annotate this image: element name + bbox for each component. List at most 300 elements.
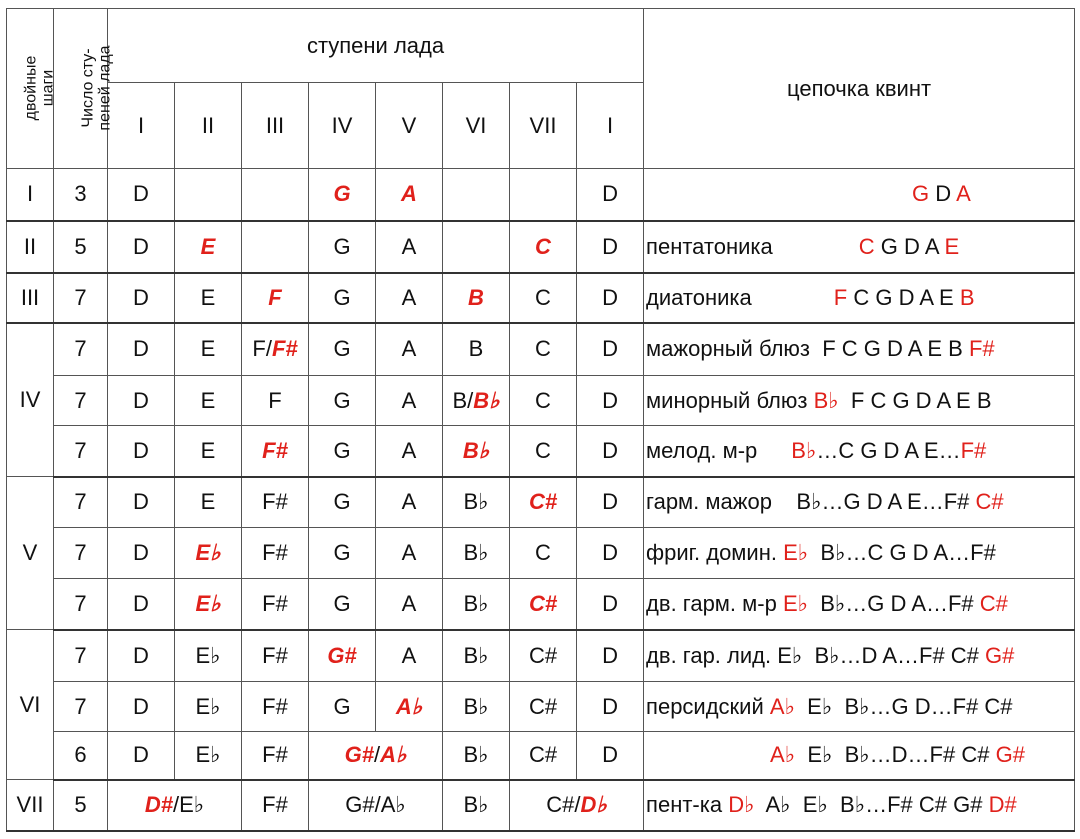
degree-cell xyxy=(443,579,510,630)
note-text: D xyxy=(133,181,149,207)
note-text: D♭ xyxy=(728,792,755,817)
note-text: B♭…C G D A…F# xyxy=(808,540,996,565)
note-text: C# xyxy=(975,489,1004,515)
note-text: B♭ xyxy=(462,437,490,463)
note-text: D xyxy=(602,540,618,565)
mode-row xyxy=(7,323,1075,376)
note-text: B xyxy=(468,336,484,362)
mode-degrees-header: ступени лада xyxy=(108,9,644,83)
degree-cell xyxy=(376,630,443,682)
degree-cell xyxy=(577,221,644,273)
degree-cell xyxy=(577,477,644,528)
mode-name: пент-ка xyxy=(646,792,723,817)
mode-row xyxy=(7,169,1075,221)
mode-row xyxy=(7,426,1075,477)
degree-cell xyxy=(175,169,242,221)
degree-cell xyxy=(242,169,309,221)
degree-cell xyxy=(577,732,644,780)
note-text: F/ xyxy=(252,336,272,362)
degree-cell xyxy=(443,682,510,732)
note-text: E♭ xyxy=(195,742,221,768)
note-text: E xyxy=(200,233,216,259)
step-count-cell: 7 xyxy=(54,376,108,426)
note-text: D xyxy=(133,233,149,259)
degree-cell xyxy=(108,579,175,630)
degree-cell xyxy=(175,682,242,732)
note-text: C xyxy=(535,387,551,413)
fifths-chain-cell xyxy=(644,273,1075,323)
degree-header-5: V xyxy=(376,83,443,169)
double-step-label: III xyxy=(7,273,54,323)
note-text: A xyxy=(401,642,417,668)
degree-cell xyxy=(510,630,577,682)
note-text: C xyxy=(853,284,870,310)
step-count-cell: 3 xyxy=(54,169,108,221)
degree-cell xyxy=(510,732,577,780)
degree-cell xyxy=(510,376,577,426)
note-text: D xyxy=(602,437,618,463)
note-text: C#/ xyxy=(546,792,581,817)
mode-row xyxy=(7,376,1075,426)
note-text: B♭ xyxy=(463,590,489,616)
degree-cell xyxy=(175,376,242,426)
degree-cell xyxy=(242,221,309,273)
fifths-chain-notes xyxy=(777,591,1008,616)
note-text: C# xyxy=(528,742,558,768)
note-text: F xyxy=(268,284,282,310)
degree-cell xyxy=(309,630,376,682)
note-text: F# xyxy=(968,336,995,362)
mode-row xyxy=(7,682,1075,732)
note-text: E♭ B♭…D…F# C# xyxy=(795,742,996,768)
degree-cell xyxy=(242,477,309,528)
step-count-cell: 7 xyxy=(54,273,108,323)
double-step-label: V xyxy=(7,477,54,630)
note-text: F# xyxy=(262,437,288,463)
step-count-cell: 7 xyxy=(54,579,108,630)
note-text: G xyxy=(875,284,893,310)
mode-row xyxy=(7,273,1075,323)
note-text: F xyxy=(268,387,282,413)
note-text: G xyxy=(333,336,351,362)
note-text: G xyxy=(333,437,351,463)
step-count-cell: 7 xyxy=(54,528,108,579)
note-text: E xyxy=(200,336,216,362)
note-text: G xyxy=(880,233,898,259)
note-text: F# xyxy=(271,336,298,362)
note-text: D xyxy=(133,693,149,719)
fifths-chain-notes xyxy=(912,181,971,207)
degree-cell xyxy=(376,169,443,221)
degree-cell xyxy=(510,273,577,323)
note-text: G xyxy=(333,489,351,515)
degree-cell xyxy=(376,426,443,477)
mode-name: пентатоника xyxy=(646,233,773,259)
mode-name: дв. гарм. м-р xyxy=(646,590,777,616)
note-text: G xyxy=(333,284,351,310)
fifths-chain-cell xyxy=(644,780,1075,831)
double-steps-header-line1: двойные xyxy=(22,55,40,120)
note-text: G# xyxy=(327,642,357,668)
degree-cell xyxy=(175,323,242,376)
note-text: G# xyxy=(995,742,1025,768)
note-text: D# xyxy=(144,792,173,817)
degree-cell xyxy=(242,732,309,780)
degree-cell xyxy=(443,477,510,528)
double-step-label: II xyxy=(7,221,54,273)
note-text: D xyxy=(133,642,149,668)
degree-cell xyxy=(510,323,577,376)
note-text: G#/A♭ xyxy=(345,792,406,817)
degree-cell xyxy=(510,682,577,732)
fifths-chain-cell xyxy=(644,323,1075,376)
note-text: E♭ B♭…D A…F# C# xyxy=(771,642,986,668)
degree-cell xyxy=(242,376,309,426)
note-text: C# xyxy=(528,642,558,668)
step-count-cell: 7 xyxy=(54,426,108,477)
mode-name: минорный блюз xyxy=(646,387,808,413)
degree-header-8: I xyxy=(577,83,644,169)
degree-cell xyxy=(577,376,644,426)
mode-row xyxy=(7,221,1075,273)
degree-cell xyxy=(577,579,644,630)
degree-cell xyxy=(309,376,376,426)
degree-cell xyxy=(108,376,175,426)
fifths-chain-cell xyxy=(644,221,1075,273)
degree-cell xyxy=(309,426,376,477)
note-text: E♭ xyxy=(783,540,809,565)
degree-cell xyxy=(108,477,175,528)
note-text: A♭ E♭ B♭…F# C# G# xyxy=(754,792,989,817)
double-step-label: I xyxy=(7,169,54,221)
note-text: E xyxy=(200,437,216,463)
degree-cell xyxy=(175,273,242,323)
note-text: F# xyxy=(960,437,987,463)
fifths-chain-cell xyxy=(644,579,1075,630)
degree-cell xyxy=(242,682,309,732)
note-text: A♭ xyxy=(769,693,795,719)
degree-cell xyxy=(309,579,376,630)
note-text: C# xyxy=(528,590,558,616)
note-text: B♭ xyxy=(791,437,817,463)
degree-cell xyxy=(175,579,242,630)
note-text: C xyxy=(858,233,875,259)
note-text: E♭ xyxy=(195,693,221,719)
fifths-chain-notes xyxy=(722,792,1017,817)
step-count-cell: 5 xyxy=(54,221,108,273)
note-text: B♭ xyxy=(463,792,489,817)
note-text: A xyxy=(401,181,417,207)
note-text: B♭ xyxy=(463,489,489,515)
fifths-chain-notes xyxy=(791,438,986,464)
note-text: E♭ xyxy=(195,540,221,565)
note-text: F xyxy=(833,284,848,310)
degree-cell xyxy=(108,780,242,831)
degree-cell xyxy=(175,732,242,780)
step-count-cell: 7 xyxy=(54,682,108,732)
degree-cell xyxy=(309,682,376,732)
note-text: B♭ xyxy=(473,387,500,413)
note-text: G# xyxy=(344,742,374,768)
note-text: C# xyxy=(979,590,1008,616)
degree-cell xyxy=(376,323,443,376)
degree-cell xyxy=(577,528,644,579)
degree-cell xyxy=(577,682,644,732)
note-text: B♭ xyxy=(813,387,839,413)
fifths-chain-cell xyxy=(644,682,1075,732)
step-count-cell: 7 xyxy=(54,323,108,376)
note-text: / xyxy=(373,742,381,768)
degree-cell xyxy=(376,579,443,630)
note-text: D xyxy=(602,233,618,259)
note-text: A xyxy=(401,437,417,463)
degree-cell xyxy=(108,426,175,477)
modes-table xyxy=(6,8,1075,832)
fifths-chain-cell xyxy=(644,630,1075,682)
note-text: E♭ xyxy=(782,590,809,616)
note-text: G xyxy=(333,387,351,413)
note-text: D xyxy=(133,540,149,565)
note-text: F# xyxy=(262,590,288,616)
note-text: G xyxy=(912,181,930,207)
note-text: D xyxy=(602,181,618,207)
degree-cell xyxy=(309,732,443,780)
step-count-cell: 5 xyxy=(54,780,108,831)
degree-cell xyxy=(108,528,175,579)
note-text: E xyxy=(200,284,216,310)
fifths-chain-notes xyxy=(764,694,1013,719)
degree-cell xyxy=(242,426,309,477)
note-text: C xyxy=(535,233,551,259)
step-count-cell: 7 xyxy=(54,477,108,528)
degree-cell xyxy=(108,169,175,221)
note-text: D xyxy=(898,284,915,310)
mode-name: мажорный блюз xyxy=(646,336,810,362)
note-text: C# xyxy=(528,489,558,515)
fifths-chain-cell xyxy=(644,376,1075,426)
degree-cell xyxy=(510,426,577,477)
note-text: F# xyxy=(262,642,288,668)
note-text: F# xyxy=(262,742,288,768)
degree-cell xyxy=(510,780,644,831)
note-text: D xyxy=(602,693,618,719)
note-text: A♭ xyxy=(395,693,423,719)
degree-cell xyxy=(376,477,443,528)
degree-cell xyxy=(577,169,644,221)
degree-cell xyxy=(242,273,309,323)
degree-cell xyxy=(443,780,510,831)
double-step-label: VII xyxy=(7,780,54,831)
degree-cell xyxy=(443,528,510,579)
note-text: D xyxy=(602,642,618,668)
note-text: C# xyxy=(528,693,558,719)
degree-cell xyxy=(510,169,577,221)
note-text: E xyxy=(944,233,960,259)
degree-cell xyxy=(309,477,376,528)
note-text: G xyxy=(333,693,351,719)
note-text: D xyxy=(602,742,618,768)
degree-cell xyxy=(443,221,510,273)
step-count-cell: 7 xyxy=(54,630,108,682)
note-text: A xyxy=(401,336,417,362)
mode-row xyxy=(7,477,1075,528)
degree-cell xyxy=(510,528,577,579)
note-text: A xyxy=(924,233,939,259)
degree-header-3: III xyxy=(242,83,309,169)
note-text: D♭ xyxy=(580,792,607,817)
note-text: B♭ xyxy=(463,693,489,719)
fifths-chain-notes xyxy=(771,643,1014,668)
degree-cell xyxy=(309,780,443,831)
note-text: E xyxy=(200,387,216,413)
note-text: A xyxy=(401,233,417,259)
note-text: D xyxy=(602,489,618,515)
note-text: D xyxy=(602,284,618,310)
note-text: D xyxy=(602,387,618,413)
step-count-header-line1: Число сту- xyxy=(79,47,97,128)
fifths-chain-notes xyxy=(770,742,1025,768)
degree-cell xyxy=(175,221,242,273)
fifths-chain-cell xyxy=(644,477,1075,528)
note-text: E♭ B♭…G D…F# C# xyxy=(794,693,1013,719)
note-text: D xyxy=(133,489,149,515)
note-text: G xyxy=(333,540,351,565)
degree-cell xyxy=(443,273,510,323)
note-text: F C G D A E B xyxy=(838,387,992,413)
note-text: A xyxy=(401,387,417,413)
note-text: E xyxy=(939,284,954,310)
note-text: B xyxy=(468,284,484,310)
fifths-chain-notes xyxy=(772,489,1004,514)
note-text: C xyxy=(535,336,551,362)
note-text: B/ xyxy=(452,387,474,413)
mode-row xyxy=(7,630,1075,682)
note-text: D xyxy=(904,233,920,259)
fifths-chain-cell xyxy=(644,169,1075,221)
degree-cell xyxy=(108,221,175,273)
step-count-header xyxy=(54,9,114,169)
note-text: A xyxy=(401,590,417,616)
degree-cell xyxy=(108,732,175,780)
note-text: D xyxy=(602,590,618,616)
mode-name: фриг. домин. xyxy=(646,540,777,565)
degree-cell xyxy=(309,169,376,221)
degree-cell xyxy=(242,528,309,579)
fifths-chain-header: цепочка квинт xyxy=(644,9,1075,169)
fifths-chain-notes xyxy=(807,388,991,413)
note-text: C xyxy=(535,284,551,310)
degree-cell xyxy=(443,732,510,780)
degree-header-6: VI xyxy=(443,83,510,169)
note-text: D xyxy=(935,181,952,207)
note-text: G xyxy=(333,181,351,207)
degree-cell xyxy=(108,630,175,682)
degree-cell xyxy=(108,323,175,376)
mode-row xyxy=(7,732,1075,780)
note-text: E♭ xyxy=(195,590,221,616)
note-text: D xyxy=(602,336,618,362)
degree-cell xyxy=(577,323,644,376)
double-step-label: IV xyxy=(7,323,54,477)
note-text: B♭ xyxy=(463,642,489,668)
degree-cell xyxy=(309,221,376,273)
note-text: D xyxy=(133,336,149,362)
note-text: F# xyxy=(262,792,288,817)
degree-cell xyxy=(443,323,510,376)
fifths-chain-notes xyxy=(834,285,975,311)
step-count-cell: 6 xyxy=(54,732,108,780)
degree-cell xyxy=(577,630,644,682)
note-text: A♭ xyxy=(770,742,796,768)
degree-cell xyxy=(242,323,309,376)
mode-row xyxy=(7,579,1075,630)
note-text: G# xyxy=(985,642,1015,668)
note-text: D xyxy=(133,284,149,310)
fifths-chain-cell xyxy=(644,732,1075,780)
note-text: A xyxy=(919,284,933,310)
degree-cell xyxy=(309,273,376,323)
mode-name: дв. гар. лид. xyxy=(646,642,772,668)
degree-cell xyxy=(175,630,242,682)
degree-cell xyxy=(376,376,443,426)
degree-cell xyxy=(443,376,510,426)
mode-name: диатоника xyxy=(646,284,752,310)
note-text: D xyxy=(133,742,149,768)
mode-row xyxy=(7,528,1075,579)
double-steps-header-line2: шаги xyxy=(39,69,57,106)
degree-cell xyxy=(510,477,577,528)
note-text: …C G D A E… xyxy=(816,437,961,463)
degree-cell xyxy=(309,528,376,579)
note-text: A xyxy=(401,284,417,310)
note-text: F# xyxy=(262,693,288,719)
note-text: D# xyxy=(988,792,1017,817)
fifths-chain-cell xyxy=(644,426,1075,477)
note-text: E xyxy=(200,489,216,515)
note-text: C xyxy=(535,540,551,565)
degree-cell xyxy=(443,169,510,221)
degree-cell xyxy=(577,273,644,323)
fifths-chain-cell xyxy=(644,528,1075,579)
note-text: B♭…G D A E…F# xyxy=(771,489,976,515)
step-count-header-line2: пеней лада xyxy=(96,44,114,131)
note-text: A xyxy=(956,181,971,207)
note-text: A xyxy=(401,540,417,565)
note-text: G xyxy=(333,590,351,616)
degree-cell xyxy=(242,780,309,831)
note-text: F C G D A E B xyxy=(810,336,969,362)
note-text: B♭ xyxy=(463,742,489,768)
degree-cell xyxy=(376,273,443,323)
note-text: D xyxy=(133,387,149,413)
double-steps-header xyxy=(7,9,57,169)
degree-cell xyxy=(108,273,175,323)
mode-name: персидский xyxy=(646,693,764,719)
note-text: D xyxy=(133,590,149,616)
degree-cell xyxy=(175,528,242,579)
note-text: A xyxy=(401,489,417,515)
note-text: G xyxy=(333,233,351,259)
degree-cell xyxy=(175,477,242,528)
note-text: B♭…G D A…F# xyxy=(808,590,980,616)
note-text: F# xyxy=(262,489,288,515)
note-text: E♭ xyxy=(195,642,221,668)
note-text: B xyxy=(959,284,975,310)
fifths-chain-notes xyxy=(810,336,995,361)
degree-cell xyxy=(443,426,510,477)
degree-cell xyxy=(242,579,309,630)
note-text: /E♭ xyxy=(172,792,205,817)
